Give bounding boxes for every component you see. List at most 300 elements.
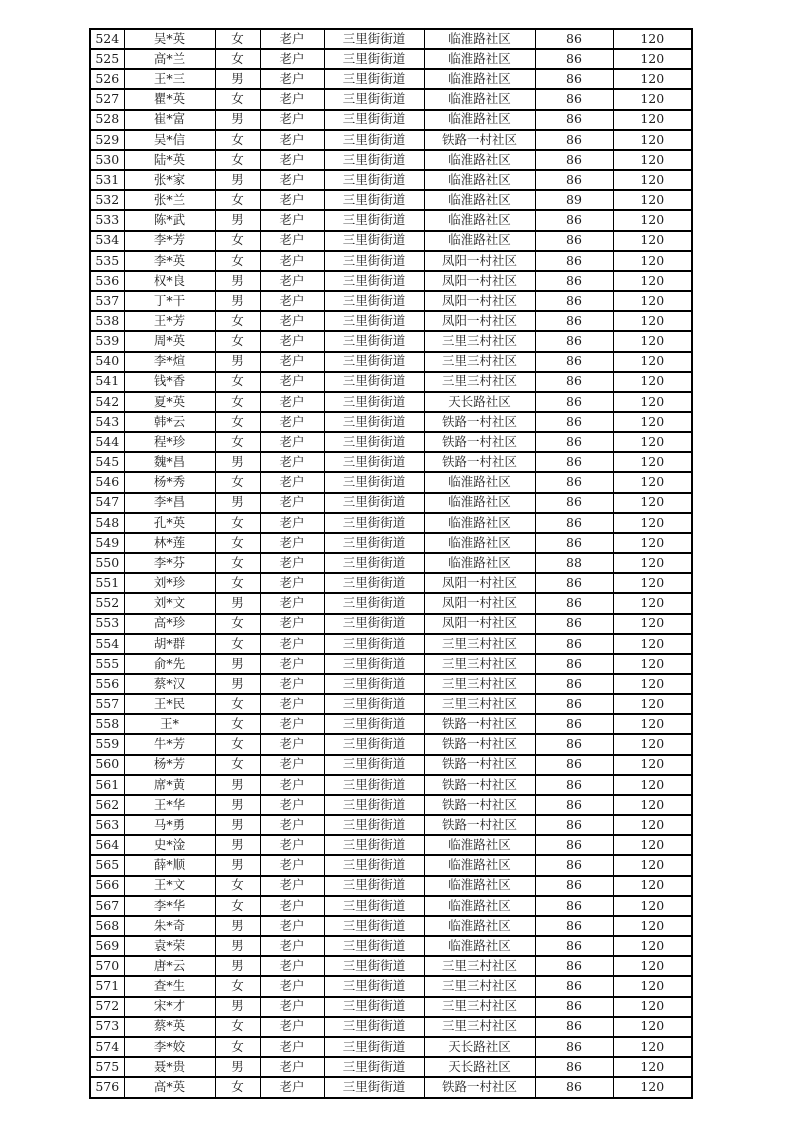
masked-name-cell: 王*华 (124, 795, 215, 815)
value-a-cell: 86 (535, 634, 613, 654)
community-cell: 铁路一村社区 (424, 452, 535, 472)
serial-number-cell: 566 (90, 876, 124, 896)
masked-name-cell: 林*莲 (124, 533, 215, 553)
masked-name-cell: 查*生 (124, 976, 215, 996)
value-a-cell: 86 (535, 49, 613, 69)
value-a-cell: 86 (535, 835, 613, 855)
gender-cell: 女 (215, 130, 260, 150)
gender-cell: 男 (215, 271, 260, 291)
table-row (90, 251, 692, 271)
household-type-cell: 老户 (260, 855, 324, 875)
street-cell: 三里街街道 (324, 855, 424, 875)
table-row (90, 412, 692, 432)
street-cell: 三里街街道 (324, 634, 424, 654)
serial-number-cell: 568 (90, 916, 124, 936)
street-cell: 三里街街道 (324, 1017, 424, 1037)
household-type-cell: 老户 (260, 795, 324, 815)
community-cell: 临淮路社区 (424, 190, 535, 210)
gender-cell: 女 (215, 714, 260, 734)
value-b-cell: 120 (613, 654, 692, 674)
value-a-cell: 86 (535, 815, 613, 835)
value-a-cell: 86 (535, 533, 613, 553)
masked-name-cell: 李*昌 (124, 493, 215, 513)
gender-cell: 男 (215, 452, 260, 472)
gender-cell: 男 (215, 291, 260, 311)
table-row (90, 49, 692, 69)
masked-name-cell: 俞*先 (124, 654, 215, 674)
value-b-cell: 120 (613, 795, 692, 815)
gender-cell: 女 (215, 755, 260, 775)
value-a-cell: 86 (535, 472, 613, 492)
serial-number-cell: 538 (90, 311, 124, 331)
serial-number-cell: 575 (90, 1057, 124, 1077)
community-cell: 天长路社区 (424, 1037, 535, 1057)
household-type-cell: 老户 (260, 271, 324, 291)
value-b-cell: 120 (613, 271, 692, 291)
community-cell: 临淮路社区 (424, 896, 535, 916)
masked-name-cell: 李*姣 (124, 1037, 215, 1057)
gender-cell: 女 (215, 432, 260, 452)
community-cell: 三里三村社区 (424, 634, 535, 654)
value-b-cell: 120 (613, 231, 692, 251)
street-cell: 三里街街道 (324, 835, 424, 855)
masked-name-cell: 牛*芳 (124, 734, 215, 754)
street-cell: 三里街街道 (324, 372, 424, 392)
masked-name-cell: 李*芬 (124, 553, 215, 573)
table-row (90, 291, 692, 311)
street-cell: 三里街街道 (324, 291, 424, 311)
value-a-cell: 86 (535, 573, 613, 593)
value-a-cell: 86 (535, 916, 613, 936)
street-cell: 三里街街道 (324, 654, 424, 674)
table-row (90, 190, 692, 210)
serial-number-cell: 564 (90, 835, 124, 855)
community-cell: 临淮路社区 (424, 835, 535, 855)
household-type-cell: 老户 (260, 89, 324, 109)
masked-name-cell: 王*民 (124, 694, 215, 714)
table-row (90, 654, 692, 674)
value-b-cell: 120 (613, 634, 692, 654)
value-b-cell: 120 (613, 533, 692, 553)
table-row (90, 210, 692, 230)
street-cell: 三里街街道 (324, 472, 424, 492)
masked-name-cell: 胡*群 (124, 634, 215, 654)
value-a-cell: 86 (535, 432, 613, 452)
value-a-cell: 86 (535, 311, 613, 331)
gender-cell: 女 (215, 331, 260, 351)
serial-number-cell: 541 (90, 372, 124, 392)
community-cell: 临淮路社区 (424, 210, 535, 230)
household-type-cell: 老户 (260, 734, 324, 754)
value-b-cell: 120 (613, 110, 692, 130)
street-cell: 三里街街道 (324, 553, 424, 573)
masked-name-cell: 蔡*英 (124, 1017, 215, 1037)
community-cell: 铁路一村社区 (424, 775, 535, 795)
community-cell: 铁路一村社区 (424, 714, 535, 734)
community-cell: 临淮路社区 (424, 916, 535, 936)
masked-name-cell: 杨*芳 (124, 755, 215, 775)
street-cell: 三里街街道 (324, 513, 424, 533)
value-b-cell: 120 (613, 331, 692, 351)
masked-name-cell: 袁*荣 (124, 936, 215, 956)
value-a-cell: 86 (535, 231, 613, 251)
serial-number-cell: 553 (90, 614, 124, 634)
gender-cell: 男 (215, 654, 260, 674)
table-row (90, 775, 692, 795)
value-a-cell: 86 (535, 1077, 613, 1098)
street-cell: 三里街街道 (324, 1077, 424, 1098)
household-type-cell: 老户 (260, 513, 324, 533)
table-row (90, 29, 692, 49)
value-a-cell: 86 (535, 694, 613, 714)
street-cell: 三里街街道 (324, 170, 424, 190)
street-cell: 三里街街道 (324, 493, 424, 513)
household-type-cell: 老户 (260, 291, 324, 311)
community-cell: 临淮路社区 (424, 49, 535, 69)
value-b-cell: 120 (613, 251, 692, 271)
street-cell: 三里街街道 (324, 150, 424, 170)
community-cell: 凤阳一村社区 (424, 593, 535, 613)
household-type-cell: 老户 (260, 170, 324, 190)
table-row (90, 896, 692, 916)
value-b-cell: 120 (613, 553, 692, 573)
value-b-cell: 120 (613, 1057, 692, 1077)
value-a-cell: 86 (535, 452, 613, 472)
household-type-cell: 老户 (260, 775, 324, 795)
value-a-cell: 88 (535, 553, 613, 573)
community-cell: 铁路一村社区 (424, 734, 535, 754)
value-a-cell: 86 (535, 593, 613, 613)
serial-number-cell: 552 (90, 593, 124, 613)
table-row (90, 976, 692, 996)
value-b-cell: 120 (613, 130, 692, 150)
community-cell: 临淮路社区 (424, 855, 535, 875)
table-row (90, 573, 692, 593)
community-cell: 三里三村社区 (424, 1017, 535, 1037)
value-b-cell: 120 (613, 1037, 692, 1057)
household-type-cell: 老户 (260, 432, 324, 452)
serial-number-cell: 550 (90, 553, 124, 573)
table-row (90, 69, 692, 89)
value-a-cell: 86 (535, 855, 613, 875)
street-cell: 三里街街道 (324, 311, 424, 331)
community-cell: 临淮路社区 (424, 493, 535, 513)
street-cell: 三里街街道 (324, 956, 424, 976)
community-cell: 三里三村社区 (424, 976, 535, 996)
community-cell: 临淮路社区 (424, 110, 535, 130)
value-a-cell: 86 (535, 29, 613, 49)
masked-name-cell: 李*华 (124, 896, 215, 916)
table-row (90, 130, 692, 150)
gender-cell: 男 (215, 593, 260, 613)
value-a-cell: 86 (535, 89, 613, 109)
gender-cell: 男 (215, 795, 260, 815)
serial-number-cell: 537 (90, 291, 124, 311)
community-cell: 铁路一村社区 (424, 1077, 535, 1098)
value-b-cell: 120 (613, 493, 692, 513)
value-a-cell: 86 (535, 674, 613, 694)
serial-number-cell: 571 (90, 976, 124, 996)
household-type-cell: 老户 (260, 714, 324, 734)
value-b-cell: 120 (613, 997, 692, 1017)
value-b-cell: 120 (613, 372, 692, 392)
serial-number-cell: 561 (90, 775, 124, 795)
value-b-cell: 120 (613, 614, 692, 634)
serial-number-cell: 573 (90, 1017, 124, 1037)
gender-cell: 男 (215, 997, 260, 1017)
value-b-cell: 120 (613, 835, 692, 855)
table-row (90, 311, 692, 331)
value-a-cell: 86 (535, 331, 613, 351)
serial-number-cell: 558 (90, 714, 124, 734)
street-cell: 三里街街道 (324, 49, 424, 69)
table-row (90, 835, 692, 855)
community-cell: 临淮路社区 (424, 553, 535, 573)
masked-name-cell: 吴*英 (124, 29, 215, 49)
street-cell: 三里街街道 (324, 714, 424, 734)
masked-name-cell: 李*芳 (124, 231, 215, 251)
gender-cell: 女 (215, 231, 260, 251)
street-cell: 三里街街道 (324, 997, 424, 1017)
street-cell: 三里街街道 (324, 271, 424, 291)
value-a-cell: 86 (535, 150, 613, 170)
table-row (90, 956, 692, 976)
value-b-cell: 120 (613, 150, 692, 170)
masked-name-cell: 薛*顺 (124, 855, 215, 875)
street-cell: 三里街街道 (324, 936, 424, 956)
street-cell: 三里街街道 (324, 231, 424, 251)
household-type-cell: 老户 (260, 674, 324, 694)
serial-number-cell: 528 (90, 110, 124, 130)
value-b-cell: 120 (613, 876, 692, 896)
household-type-cell: 老户 (260, 49, 324, 69)
household-type-cell: 老户 (260, 593, 324, 613)
serial-number-cell: 569 (90, 936, 124, 956)
gender-cell: 女 (215, 372, 260, 392)
street-cell: 三里街街道 (324, 1037, 424, 1057)
household-type-cell: 老户 (260, 553, 324, 573)
masked-name-cell: 高*兰 (124, 49, 215, 69)
table-row (90, 372, 692, 392)
masked-name-cell: 王*文 (124, 876, 215, 896)
table-row (90, 271, 692, 291)
value-b-cell: 120 (613, 896, 692, 916)
community-cell: 临淮路社区 (424, 936, 535, 956)
gender-cell: 男 (215, 835, 260, 855)
street-cell: 三里街街道 (324, 533, 424, 553)
value-b-cell: 120 (613, 190, 692, 210)
serial-number-cell: 524 (90, 29, 124, 49)
household-type-cell: 老户 (260, 331, 324, 351)
household-type-cell: 老户 (260, 896, 324, 916)
table-row (90, 916, 692, 936)
household-type-cell: 老户 (260, 190, 324, 210)
value-b-cell: 120 (613, 815, 692, 835)
street-cell: 三里街街道 (324, 432, 424, 452)
household-type-cell: 老户 (260, 1017, 324, 1037)
household-type-cell: 老户 (260, 533, 324, 553)
gender-cell: 女 (215, 734, 260, 754)
gender-cell: 女 (215, 311, 260, 331)
masked-name-cell: 魏*昌 (124, 452, 215, 472)
community-cell: 临淮路社区 (424, 170, 535, 190)
gender-cell: 男 (215, 170, 260, 190)
serial-number-cell: 560 (90, 755, 124, 775)
serial-number-cell: 567 (90, 896, 124, 916)
household-type-cell: 老户 (260, 69, 324, 89)
value-b-cell: 120 (613, 392, 692, 412)
community-cell: 天长路社区 (424, 1057, 535, 1077)
street-cell: 三里街街道 (324, 210, 424, 230)
table-row (90, 452, 692, 472)
community-cell: 铁路一村社区 (424, 815, 535, 835)
serial-number-cell: 565 (90, 855, 124, 875)
household-type-cell: 老户 (260, 694, 324, 714)
street-cell: 三里街街道 (324, 110, 424, 130)
community-cell: 临淮路社区 (424, 876, 535, 896)
masked-name-cell: 韩*云 (124, 412, 215, 432)
gender-cell: 女 (215, 392, 260, 412)
serial-number-cell: 557 (90, 694, 124, 714)
serial-number-cell: 525 (90, 49, 124, 69)
gender-cell: 男 (215, 956, 260, 976)
gender-cell: 女 (215, 49, 260, 69)
community-cell: 临淮路社区 (424, 150, 535, 170)
value-b-cell: 120 (613, 855, 692, 875)
masked-name-cell: 刘*珍 (124, 573, 215, 593)
gender-cell: 男 (215, 110, 260, 130)
gender-cell: 男 (215, 674, 260, 694)
gender-cell: 男 (215, 815, 260, 835)
household-type-cell: 老户 (260, 573, 324, 593)
table-row (90, 553, 692, 573)
serial-number-cell: 563 (90, 815, 124, 835)
serial-number-cell: 539 (90, 331, 124, 351)
masked-name-cell: 李*煊 (124, 352, 215, 372)
community-cell: 临淮路社区 (424, 231, 535, 251)
household-type-cell: 老户 (260, 452, 324, 472)
gender-cell: 女 (215, 896, 260, 916)
household-type-cell: 老户 (260, 311, 324, 331)
value-a-cell: 86 (535, 936, 613, 956)
household-type-cell: 老户 (260, 412, 324, 432)
serial-number-cell: 551 (90, 573, 124, 593)
table-row (90, 150, 692, 170)
household-type-cell: 老户 (260, 997, 324, 1017)
street-cell: 三里街街道 (324, 755, 424, 775)
value-a-cell: 86 (535, 69, 613, 89)
household-type-cell: 老户 (260, 1057, 324, 1077)
value-b-cell: 120 (613, 412, 692, 432)
value-a-cell: 86 (535, 976, 613, 996)
household-type-cell: 老户 (260, 231, 324, 251)
gender-cell: 女 (215, 533, 260, 553)
value-a-cell: 86 (535, 251, 613, 271)
table-row (90, 634, 692, 654)
gender-cell: 男 (215, 210, 260, 230)
table-row (90, 674, 692, 694)
household-type-cell: 老户 (260, 835, 324, 855)
value-a-cell: 86 (535, 755, 613, 775)
masked-name-cell: 宋*才 (124, 997, 215, 1017)
table-row (90, 231, 692, 251)
masked-name-cell: 高*珍 (124, 614, 215, 634)
serial-number-cell: 559 (90, 734, 124, 754)
serial-number-cell: 535 (90, 251, 124, 271)
household-type-cell: 老户 (260, 251, 324, 271)
serial-number-cell: 555 (90, 654, 124, 674)
community-cell: 三里三村社区 (424, 997, 535, 1017)
masked-name-cell: 蔡*汉 (124, 674, 215, 694)
community-cell: 临淮路社区 (424, 89, 535, 109)
community-cell: 三里三村社区 (424, 372, 535, 392)
table-row (90, 493, 692, 513)
value-a-cell: 86 (535, 130, 613, 150)
community-cell: 凤阳一村社区 (424, 614, 535, 634)
table-row (90, 432, 692, 452)
community-cell: 临淮路社区 (424, 69, 535, 89)
gender-cell: 女 (215, 976, 260, 996)
value-b-cell: 120 (613, 734, 692, 754)
community-cell: 三里三村社区 (424, 654, 535, 674)
household-type-cell: 老户 (260, 614, 324, 634)
table-row (90, 472, 692, 492)
value-b-cell: 120 (613, 755, 692, 775)
masked-name-cell: 孔*英 (124, 513, 215, 533)
community-cell: 凤阳一村社区 (424, 573, 535, 593)
gender-cell: 男 (215, 1057, 260, 1077)
household-type-cell: 老户 (260, 976, 324, 996)
masked-name-cell: 崔*富 (124, 110, 215, 130)
table-row (90, 855, 692, 875)
masked-name-cell: 钱*香 (124, 372, 215, 392)
serial-number-cell: 526 (90, 69, 124, 89)
gender-cell: 女 (215, 876, 260, 896)
masked-name-cell: 刘*文 (124, 593, 215, 613)
street-cell: 三里街街道 (324, 190, 424, 210)
value-b-cell: 120 (613, 69, 692, 89)
street-cell: 三里街街道 (324, 734, 424, 754)
household-type-cell: 老户 (260, 936, 324, 956)
serial-number-cell: 542 (90, 392, 124, 412)
gender-cell: 女 (215, 251, 260, 271)
resident-subsidy-table (89, 28, 693, 1099)
table-row (90, 694, 692, 714)
street-cell: 三里街街道 (324, 573, 424, 593)
household-type-cell: 老户 (260, 755, 324, 775)
masked-name-cell: 王*三 (124, 69, 215, 89)
community-cell: 铁路一村社区 (424, 130, 535, 150)
serial-number-cell: 544 (90, 432, 124, 452)
serial-number-cell: 531 (90, 170, 124, 190)
table-row (90, 593, 692, 613)
masked-name-cell: 张*兰 (124, 190, 215, 210)
community-cell: 临淮路社区 (424, 533, 535, 553)
table-row (90, 936, 692, 956)
street-cell: 三里街街道 (324, 392, 424, 412)
household-type-cell: 老户 (260, 392, 324, 412)
value-a-cell: 86 (535, 372, 613, 392)
value-a-cell: 86 (535, 997, 613, 1017)
community-cell: 三里三村社区 (424, 331, 535, 351)
table-row (90, 331, 692, 351)
value-b-cell: 120 (613, 674, 692, 694)
gender-cell: 女 (215, 1077, 260, 1098)
street-cell: 三里街街道 (324, 876, 424, 896)
gender-cell: 女 (215, 412, 260, 432)
community-cell: 三里三村社区 (424, 956, 535, 976)
table-row (90, 392, 692, 412)
